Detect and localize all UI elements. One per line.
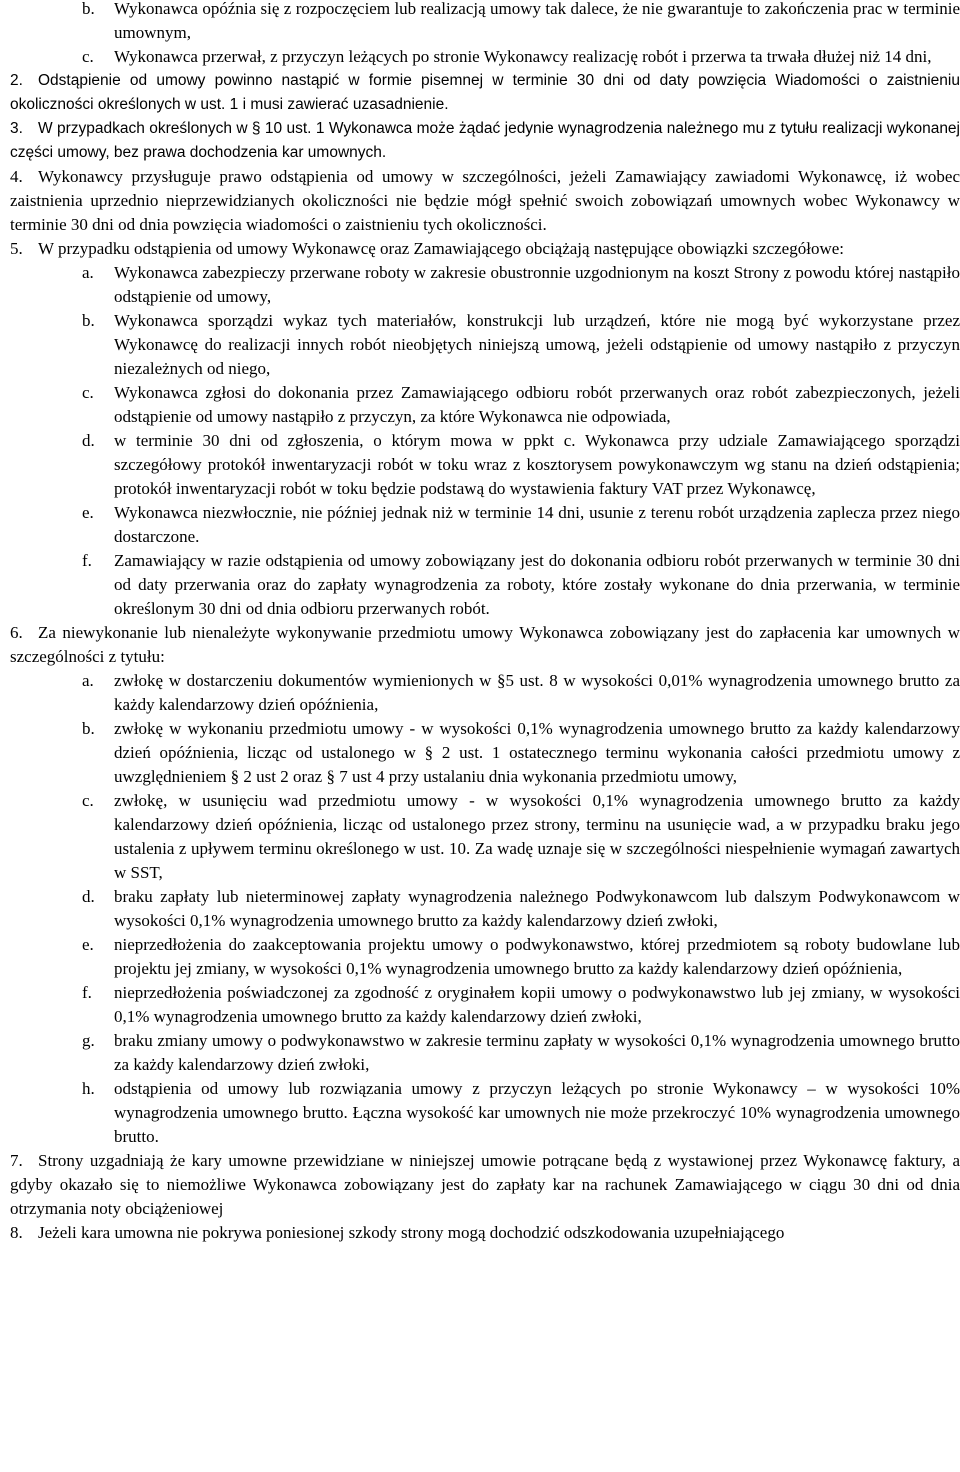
- item-text: w terminie 30 dni od zgłoszenia, o którym mowa w ppkt c. Wykonawca przy udziale Zamawiającego sporządzi szczegółowy protokół inwentaryzacji robót w toku wraz z kosztorysem powykonawczym wg stanu na dzień odstąpienia; protokół inwentaryzacji robót w toku będzie podstawą do wystawienia faktury VAT przez Wykonawcę,: [114, 431, 960, 498]
- section-number: 8.: [10, 1223, 23, 1242]
- item-text: braku zmiany umowy o podwykonawstwo w zakresie terminu zapłaty w wysokości 0,1% wynagrodzenia umownego brutto za każdy kalendarzowy dzień zwłoki,: [114, 1031, 960, 1074]
- item-label: b.: [82, 0, 95, 18]
- item-label: e.: [82, 503, 94, 522]
- list-item: [0, 933, 960, 981]
- list-item: [0, 0, 960, 45]
- section-text: W przypadku odstąpienia od umowy Wykonawcę oraz Zamawiającego obciążają następujące obowiązki szczegółowe:: [38, 239, 844, 258]
- item-label: c.: [82, 791, 94, 810]
- item-text: odstąpienia od umowy lub rozwiązania umowy z przyczyn leżących po stronie Wykonawcy – w wysokości 10% wynagrodzenia umownego brutto. Łączna wysokość kar umownych nie może przekroczyć 10% wynagrodzenia umownego brutto.: [114, 1079, 960, 1146]
- list-item: [0, 981, 960, 1029]
- item-text: Wykonawca zgłosi do dokonania przez Zamawiającego odbioru robót przerwanych oraz robót zabezpieczonych, jeżeli odstąpienie od umowy nastąpiło z przyczyn, za które Wykonawca nie odpowiada,: [114, 383, 960, 426]
- item-label: f.: [82, 983, 92, 1002]
- section-6: [0, 621, 960, 669]
- item-text: Wykonawca przerwał, z przyczyn leżących po stronie Wykonawcy realizację robót i przerwa ta trwała dłużej niż 14 dni,: [114, 47, 932, 66]
- item-text: Wykonawca zabezpieczy przerwane roboty w zakresie obustronnie uzgodnionym na koszt Strony z powodu której nastąpiło odstąpienie od umowy,: [114, 263, 960, 306]
- item-text: zwłokę w dostarczeniu dokumentów wymienionych w §5 ust. 8 w wysokości 0,01% wynagrodzenia umownego brutto za każdy kalendarzowy dzień opóźnienia,: [114, 671, 960, 714]
- section-6-subitems: [0, 669, 960, 1149]
- section-5-subitems: [0, 261, 960, 621]
- list-item: [0, 381, 960, 429]
- section-number: 2.: [10, 72, 23, 89]
- section-number: 3.: [10, 120, 23, 137]
- item-label: c.: [82, 47, 94, 66]
- list-item: [0, 429, 960, 501]
- item-label: b.: [82, 719, 95, 738]
- section-3: [0, 117, 960, 165]
- section-5: [0, 237, 960, 261]
- section-2: [0, 69, 960, 117]
- item-text: Zamawiający w razie odstąpienia od umowy zobowiązany jest do dokonania odbioru robót przerwanych w terminie 30 dni od daty przerwania oraz do zapłaty wynagrodzenia za roboty, które zostały wykonane do dnia przerwania, w terminie określonym 30 dni od dnia odbioru przerwanych robót.: [114, 551, 960, 618]
- list-item: [0, 1029, 960, 1077]
- item-label: g.: [82, 1031, 95, 1050]
- list-item: [0, 717, 960, 789]
- list-item: [0, 669, 960, 717]
- item-label: c.: [82, 383, 94, 402]
- section-text: W przypadkach określonych w § 10 ust. 1 Wykonawca może żądać jedynie wynagrodzenia należnego mu z tytułu realizacji wykonanej części umowy, bez prawa dochodzenia kar umownych.: [10, 120, 960, 161]
- item-label: a.: [82, 671, 94, 690]
- section-text: Odstąpienie od umowy powinno nastąpić w formie pisemnej w terminie 30 dni od daty powzięcia Wiadomości o zaistnieniu okoliczności określonych w ust. 1 i musi zawierać uzasadnienie.: [10, 72, 960, 113]
- section-7: [0, 1149, 960, 1221]
- list-item: [0, 885, 960, 933]
- section-4: [0, 165, 960, 237]
- section-text: Wykonawcy przysługuje prawo odstąpienia od umowy w szczególności, jeżeli Zamawiający zawiadomi Wykonawcę, iż wobec zaistnienia uprzednio nieprzewidzianych okoliczności nie będzie mógł spełnić swoich zobowiązań umownych wobec Wykonawcy w terminie 30 dni od dnia powzięcia wiadomości o zaistnieniu tych okoliczności.: [10, 167, 960, 234]
- item-label: e.: [82, 935, 94, 954]
- list-item: [0, 261, 960, 309]
- item-text: zwłokę w wykonaniu przedmiotu umowy - w wysokości 0,1% wynagrodzenia umownego brutto za każdy kalendarzowy dzień opóźnienia, licząc od ustalonego w § 2 ust. 1 ostatecznego terminu wykonania całości przedmiotu umowy z uwzględnieniem § 2 ust 2 oraz § 7 ust 4 przy ustalaniu dnia wykonania przedmiotu umowy,: [114, 719, 960, 786]
- list-item: [0, 45, 960, 69]
- item-label: d.: [82, 431, 95, 450]
- item-text: Wykonawca opóźnia się z rozpoczęciem lub realizacją umowy tak dalece, że nie gwarantuje to zakończenia prac w terminie umownym,: [114, 0, 960, 42]
- section-text: Strony uzgadniają że kary umowne przewidziane w niniejszej umowie potrącane będą z wystawionej przez Wykonawcę faktury, a gdyby okazało się to niemożliwe Wykonawca zobowiązany jest do zapłaty kar na rachunek Zamawiającego w ciągu 30 dni od dnia otrzymania noty obciążeniowej: [10, 1151, 960, 1218]
- item-label: d.: [82, 887, 95, 906]
- list-item: [0, 789, 960, 885]
- list-item: [0, 1077, 960, 1149]
- item-label: h.: [82, 1079, 95, 1098]
- section-number: 7.: [10, 1151, 23, 1170]
- section-8: [0, 1221, 960, 1245]
- section-number: 5.: [10, 239, 23, 258]
- section-number: 4.: [10, 167, 23, 186]
- section-text: Jeżeli kara umowna nie pokrywa poniesionej szkody strony mogą dochodzić odszkodowania uzupełniającego: [38, 1223, 785, 1242]
- item-text: zwłokę, w usunięciu wad przedmiotu umowy - w wysokości 0,1% wynagrodzenia umownego brutto za każdy kalendarzowy dzień opóźnienia, licząc od ustalonego przez strony, terminu na usunięcie wad, a w przypadku braku jego ustalenia z upływem terminu określonego w ust. 10. Za wadę uznaje się w szczególności niespełnienie wymagań zawartych w SST,: [114, 791, 960, 882]
- section-text: Za niewykonanie lub nienależyte wykonywanie przedmiotu umowy Wykonawca zobowiązany jest do zapłacenia kar umownych w szczególności z tytułu:: [10, 623, 960, 666]
- item-text: Wykonawca sporządzi wykaz tych materiałów, konstrukcji lub urządzeń, które nie mogą być wykorzystane przez Wykonawcę do realizacji innych robót nieobjętych niniejszą umową, jeżeli odstąpienie od umowy nastąpiło z przyczyn niezależnych od niego,: [114, 311, 960, 378]
- list-item: [0, 501, 960, 549]
- list-item: [0, 549, 960, 621]
- item-text: nieprzedłożenia do zaakceptowania projektu umowy o podwykonawstwo, której przedmiotem są roboty budowlane lub projektu jej zmiany, w wysokości 0,1% wynagrodzenia umownego brutto za każdy kalendarzowy dzień opóźnienia,: [114, 935, 960, 978]
- item-text: braku zapłaty lub nieterminowej zapłaty wynagrodzenia należnego Podwykonawcom lub dalszym Podwykonawcom w wysokości 0,1% wynagrodzenia umownego brutto za każdy kalendarzowy dzień zwłoki,: [114, 887, 960, 930]
- item-text: nieprzedłożenia poświadczonej za zgodność z oryginałem kopii umowy o podwykonawstwo lub jej zmiany, w wysokości 0,1% wynagrodzenia umownego brutto za każdy kalendarzowy dzień zwłoki,: [114, 983, 960, 1026]
- list-item: [0, 309, 960, 381]
- item-label: b.: [82, 311, 95, 330]
- item-label: f.: [82, 551, 92, 570]
- item-text: Wykonawca niezwłocznie, nie później jednak niż w terminie 14 dni, usunie z terenu robót urządzenia zaplecza przez niego dostarczone.: [114, 503, 960, 546]
- section-number: 6.: [10, 623, 23, 642]
- item-label: a.: [82, 263, 94, 282]
- top-items: [0, 0, 960, 69]
